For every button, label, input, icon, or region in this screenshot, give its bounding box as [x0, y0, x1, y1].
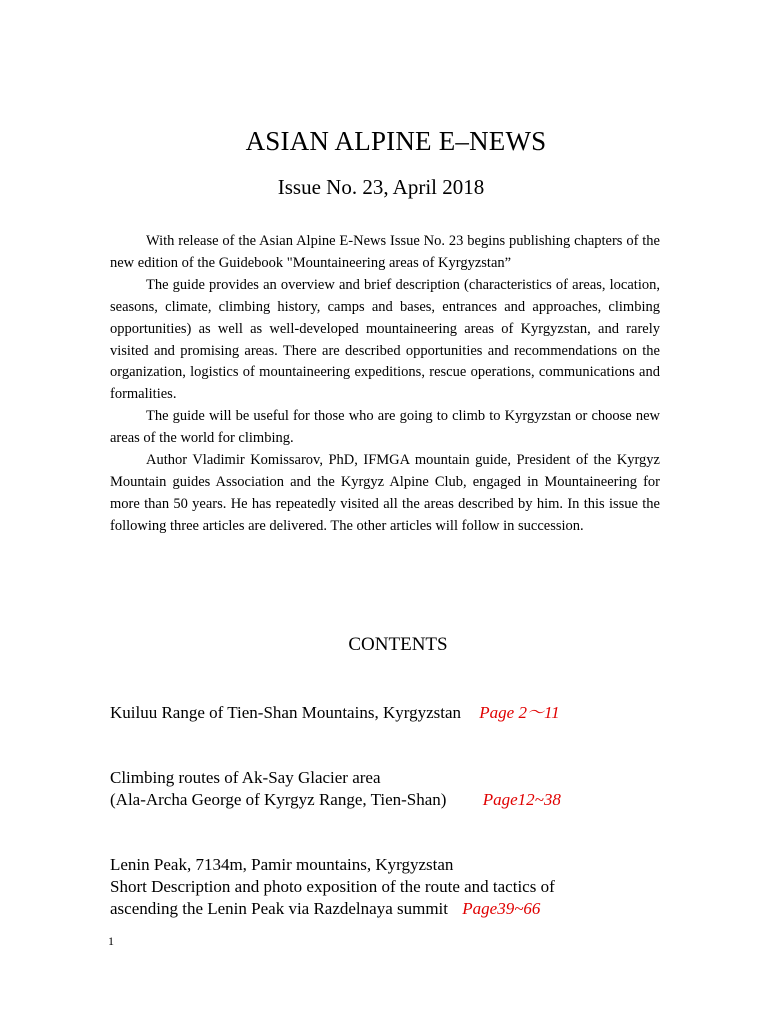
contents-entry-ak-say — [110, 767, 561, 811]
issue-subtitle: Issue No. 23, April 2018 — [277, 175, 485, 199]
intro-paragraph: With release of the Asian Alpine E-News Issue No. 23 begins publishing chapters of the new edition of the Guidebook "Mountaineering areas of Kyrgyzstan” — [110, 233, 660, 271]
entry-subtitle: (Ala-Archa George of Kyrgyz Range, Tien-Shan) — [110, 790, 447, 809]
newsletter-title: ASIAN ALPINE E–NEWS — [245, 126, 547, 156]
entry-title: Lenin Peak, 7134m, Pamir mountains, Kyrgyzstan — [110, 855, 454, 874]
contents-entry-lenin-peak — [110, 854, 555, 920]
entry-title: Climbing routes of Ak-Say Glacier area — [110, 768, 381, 787]
intro-text — [110, 231, 660, 538]
page-reference: Page12~38 — [482, 790, 561, 809]
entry-subtitle: Short Description and photo exposition of the route and tactics of — [110, 877, 555, 896]
page-reference: Page 2〜11 — [479, 703, 560, 722]
entry-subtitle: ascending the Lenin Peak via Razdelnaya summit — [110, 899, 449, 918]
entry-title: Kuiluu Range of Tien-Shan Mountains, Kyrgyzstan — [110, 703, 462, 722]
intro-paragraph: The guide will be useful for those who are going to climb to Kyrgyzstan or choose new areas of the world for climbing. — [110, 408, 660, 447]
intro-paragraph: The guide provides an overview and brief description (characteristics of areas, location, seasons, climate, climbing history, camps and bases, entrances and approaches, climbing opportunities) as well as well-developed mountaineering areas of Kyrgyzstan, and rarely visited and promising areas. There are described opportunities and recommendations on the organization, logistics of mountaineering expeditions, rescue operations, communications and formalities. — [110, 276, 660, 403]
contents-entry-kuiluu — [110, 702, 560, 724]
contents-heading: CONTENTS — [348, 634, 448, 655]
intro-paragraph: Author Vladimir Komissarov, PhD, IFMGA mountain guide, President of the Kyrgyz Mountain guides Association and the Kyrgyz Alpine Club, engaged in Mountaineering for more than 50 years. He has repeatedly visited all the areas described by him. In this issue the following three articles are delivered. The other articles will follow in succession. — [110, 452, 660, 534]
page-reference: Page39~66 — [462, 899, 541, 918]
page-number: 1 — [108, 934, 114, 948]
